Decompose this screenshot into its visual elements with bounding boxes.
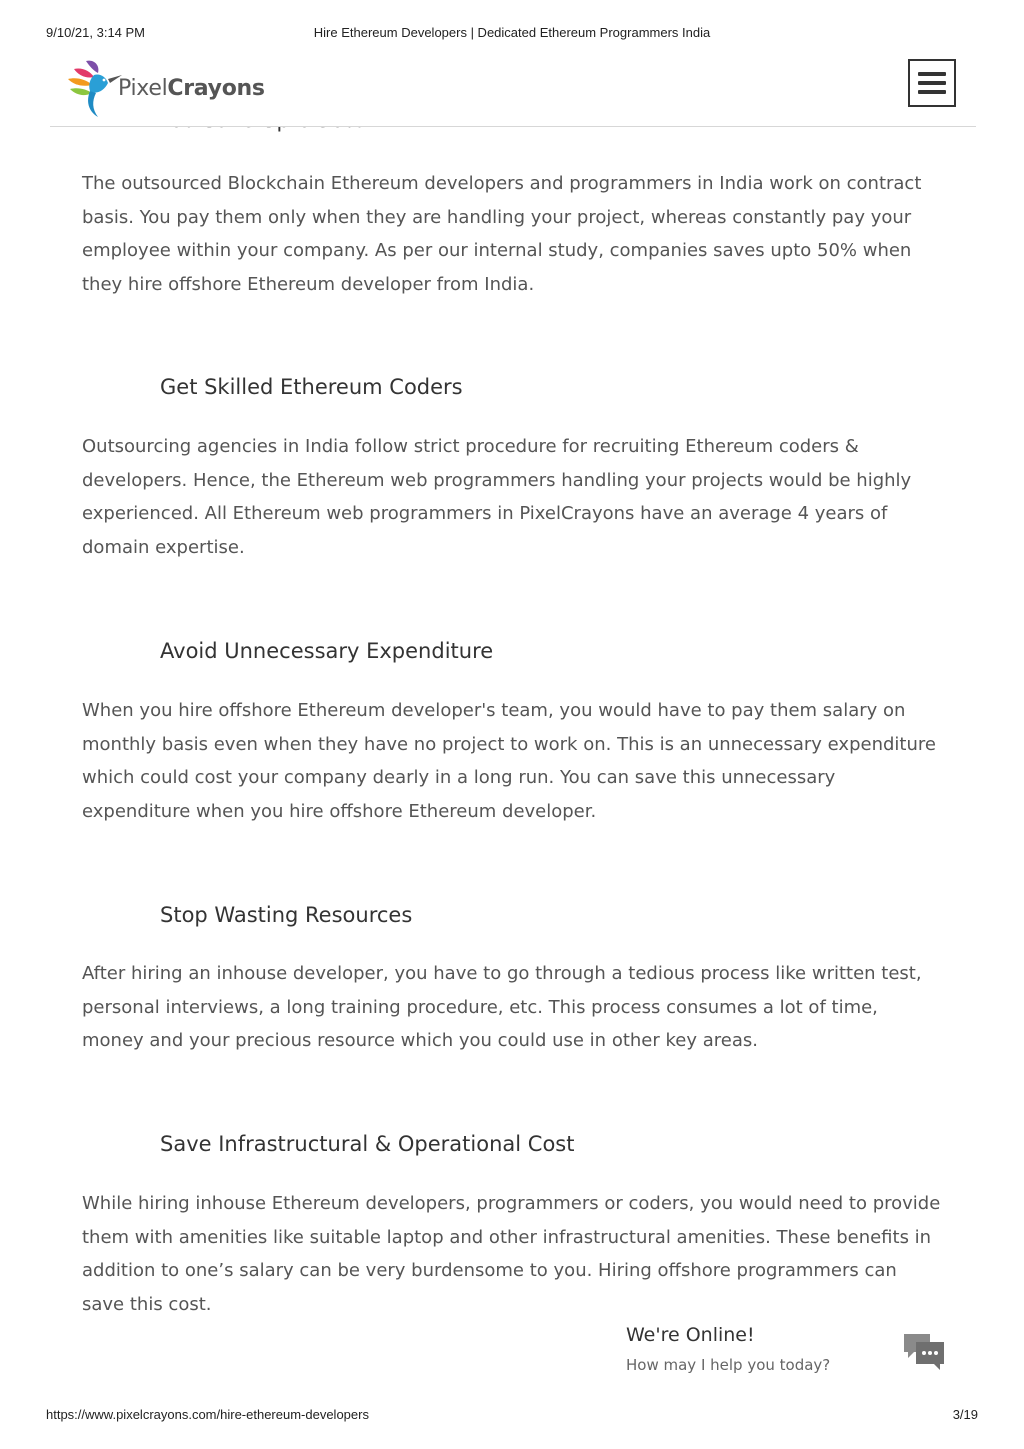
hamburger-menu-icon-bar xyxy=(918,90,946,94)
heading-stop-wasting: Stop Wasting Resources xyxy=(160,903,413,927)
print-page-number: 3/19 xyxy=(952,1407,978,1422)
logo-wordmark xyxy=(118,76,265,101)
print-date: 9/10/21, 3:14 PM xyxy=(46,25,146,40)
print-url: https://www.pixelcrayons.com/hire-ethereum-developers xyxy=(46,1407,369,1422)
chat-title: We're Online! xyxy=(626,1324,755,1346)
hamburger-menu-icon xyxy=(918,72,946,76)
body-stop-wasting: After hiring an inhouse developer, you have to go through a tedious process like written test, personal interviews, a long training procedure, etc. This process consumes a lot of time, money and your precious resource which you could use in other key areas. xyxy=(82,963,922,1052)
pixelcrayons-logo[interactable] xyxy=(64,56,274,120)
live-chat-widget[interactable] xyxy=(626,1324,956,1384)
print-title: Hire Ethereum Developers | Dedicated Ethereum Programmers India xyxy=(313,25,711,40)
intro-paragraph: The outsourced Blockchain Ethereum developers and programmers in India work on contract basis. You pay them only when they are handling your project, whereas constantly pay your employee within your company. As per our internal study, companies saves upto 50% when they hire offshore Ethereum developer from India. xyxy=(82,173,922,296)
hummingbird-logo-icon xyxy=(64,57,124,119)
logo-wordmark-pixel: Pixel xyxy=(118,75,168,101)
chat-bubbles-icon[interactable] xyxy=(902,1332,946,1372)
heading-save-infrastructure: Save Infrastructural & Operational Cost xyxy=(160,1132,575,1156)
heading-avoid-expenditure: Avoid Unnecessary Expenditure xyxy=(160,639,494,663)
logo-wordmark-crayons: Crayons xyxy=(167,75,265,101)
hamburger-menu-icon-bar xyxy=(918,81,946,85)
body-avoid-expenditure: When you hire offshore Ethereum developer's team, you would have to pay them salary on monthly basis even when they have no project to work on. This is an unnecessary expenditure which could cost your company dearly in a long run. You can save this unnecessary expenditure when you hire offshore Ethereum developer. xyxy=(82,700,936,823)
hamburger-menu-button[interactable] xyxy=(908,59,956,107)
site-header xyxy=(50,52,976,127)
body-save-infrastructure: While hiring inhouse Ethereum developers, programmers or coders, you would need to provide them with amenities like suitable laptop and other infrastructural amenities. These benefits in addition to one’s salary can be very burdensome to you. Hiring offshore programmers can save this cost. xyxy=(82,1193,941,1316)
chat-subtitle: How may I help you today? xyxy=(626,1356,831,1374)
heading-skilled-coders: Get Skilled Ethereum Coders xyxy=(160,375,463,399)
body-skilled-coders: Outsourcing agencies in India follow strict procedure for recruiting Ethereum coders & developers. Hence, the Ethereum web programmers handling your projects would be highly experienced. All Ethereum web programmers in PixelCrayons have an average 4 years of domain expertise. xyxy=(82,436,912,559)
